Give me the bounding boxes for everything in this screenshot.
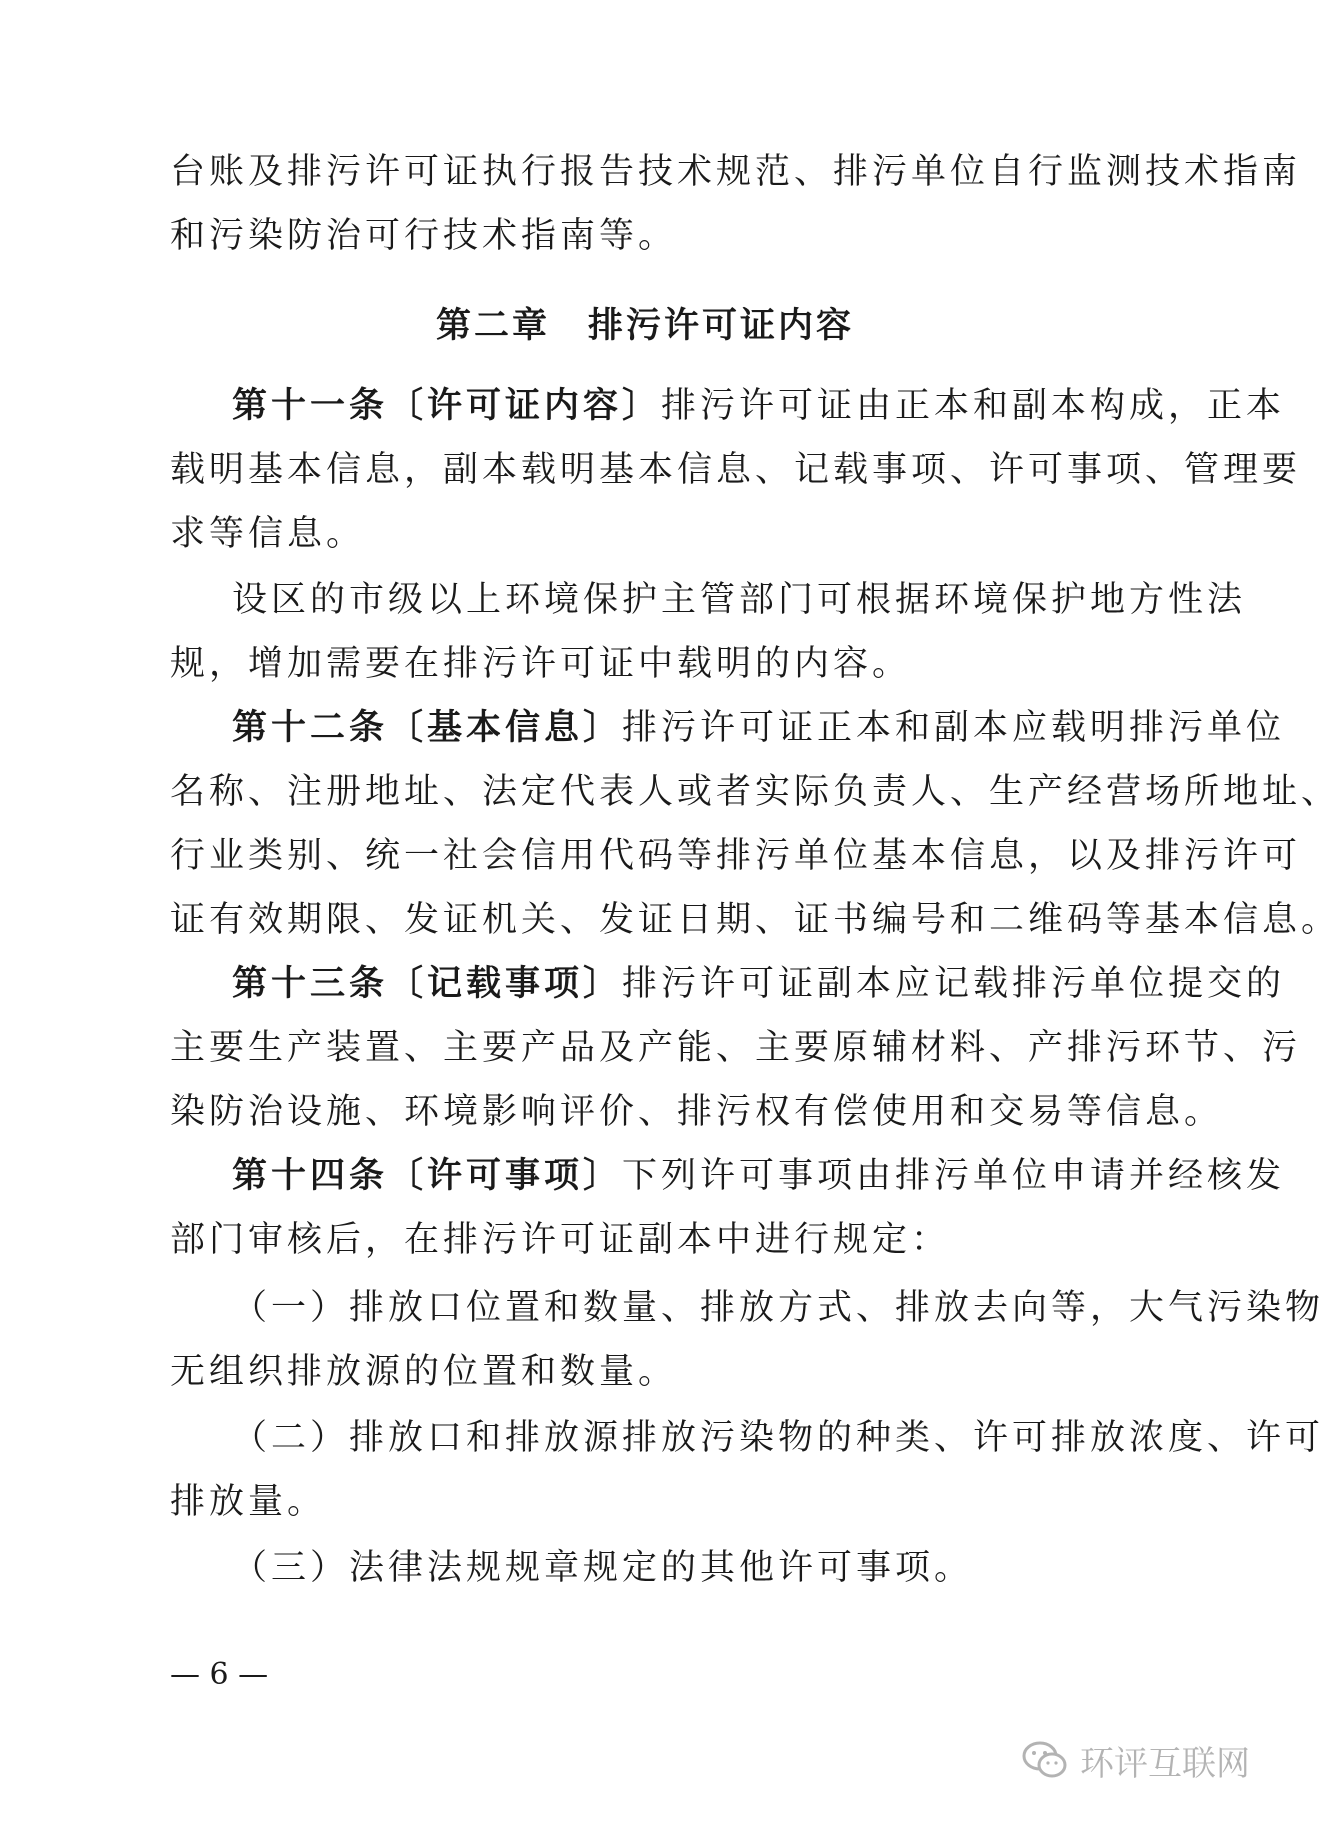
- article-14-first-line: [232, 1140, 1286, 1212]
- article-11-line-3: 求等信息。: [170, 514, 366, 554]
- article-13-text: 排污许可证副本应记载排污单位提交的: [622, 964, 1286, 1004]
- article-14-label: 第十四条〔许可事项〕: [232, 1155, 623, 1196]
- paragraph-line-2: 规，增加需要在排污许可证中载明的内容。: [170, 644, 912, 684]
- item-2-line-2: 排放量。: [170, 1482, 327, 1522]
- article-12-line-2: 名称、注册地址、法定代表人或者实际负责人、生产经营场所地址、: [170, 772, 1340, 812]
- article-11-first-line: [232, 370, 1286, 442]
- item-1-first-line: （一）排放口位置和数量、排放方式、排放去向等，大气污染物: [232, 1288, 1325, 1328]
- article-11-text: 排污许可证由正本和副本构成，正本: [661, 386, 1286, 426]
- chapter-heading: [0, 290, 1290, 362]
- wechat-icon: [1022, 1740, 1068, 1780]
- article-13-line-2: 主要生产装置、主要产品及产能、主要原辅材料、产排污环节、污: [170, 1028, 1302, 1068]
- article-12-text: 排污许可证正本和副本应载明排污单位: [622, 708, 1286, 748]
- article-11-label: 第十一条〔许可证内容〕: [232, 385, 662, 426]
- article-14-line-2: 部门审核后，在排污许可证副本中进行规定：: [170, 1220, 951, 1260]
- article-13-line-3: 染防治设施、环境影响评价、排污权有偿使用和交易等信息。: [170, 1092, 1224, 1132]
- article-13-first-line: [232, 948, 1286, 1020]
- article-14-text: 下列许可事项由排污单位申请并经核发: [622, 1156, 1286, 1196]
- item-2-first-line: （二）排放口和排放源排放污染物的种类、许可排放浓度、许可: [232, 1418, 1325, 1458]
- article-13-label: 第十三条〔记载事项〕: [232, 963, 623, 1004]
- watermark: [1022, 1735, 1250, 1785]
- article-12-label: 第十二条〔基本信息〕: [232, 707, 623, 748]
- article-12-line-4: 证有效期限、发证机关、发证日期、证书编号和二维码等基本信息。: [170, 900, 1340, 940]
- carryover-line-1: 台账及排污许可证执行报告技术规范、排污单位自行监测技术指南: [170, 152, 1302, 192]
- chapter-title: 排污许可证内容: [588, 305, 855, 346]
- item-3-first-line: （三）法律法规规章规定的其他许可事项。: [232, 1548, 974, 1588]
- carryover-line-2: 和污染防治可行技术指南等。: [170, 216, 678, 256]
- page-number: — 6 —: [170, 1657, 269, 1692]
- article-11-line-2: 载明基本信息，副本载明基本信息、记载事项、许可事项、管理要: [170, 450, 1302, 490]
- item-1-line-2: 无组织排放源的位置和数量。: [170, 1352, 678, 1392]
- chapter-number: 第二章: [435, 305, 550, 346]
- paragraph-line-1: 设区的市级以上环境保护主管部门可根据环境保护地方性法: [232, 580, 1247, 620]
- article-12-first-line: [232, 692, 1286, 764]
- article-12-line-3: 行业类别、统一社会信用代码等排污单位基本信息，以及排污许可: [170, 836, 1302, 876]
- watermark-text: 环评互联网: [1080, 1743, 1250, 1784]
